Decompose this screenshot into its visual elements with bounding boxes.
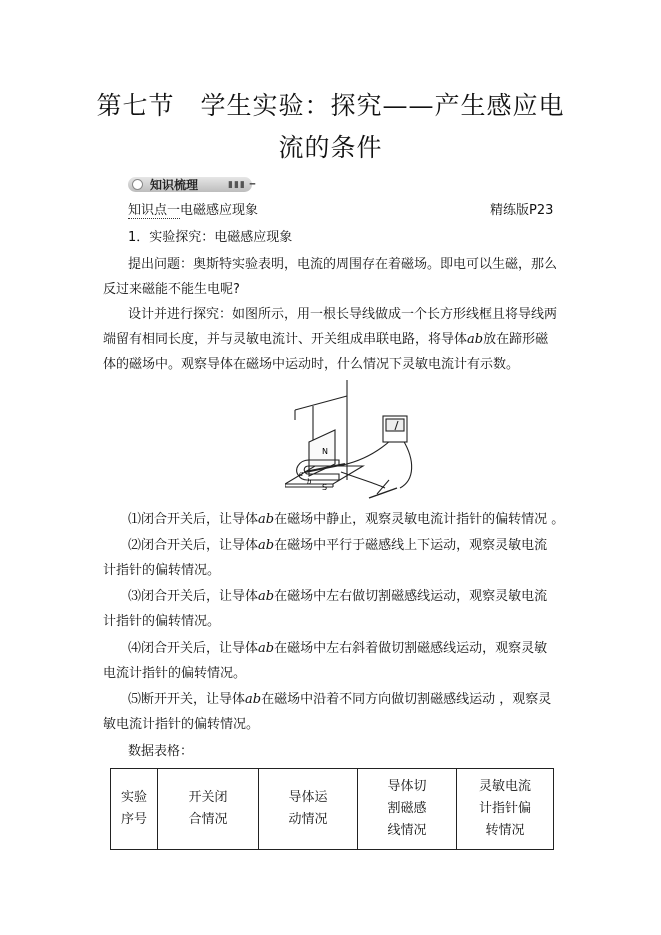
- lead-wire-2: [341, 472, 385, 488]
- experiment-figure: [285, 380, 415, 502]
- step-1: ⑴闭合开关后，让导体ab在磁场中静止，观察灵敏电流计指针的偏转情况 。: [128, 512, 565, 527]
- page-title-line1: 第七节 学生实验：探究——产生感应电: [96, 91, 565, 120]
- magnet-s-label: S: [322, 483, 328, 492]
- design-line-2-text: 端留有相同长度，并与灵敏电流计、开关组成串联电路，将导体: [103, 332, 468, 347]
- conductor-b-label: b: [307, 478, 312, 486]
- design-line-1: 设计并进行探究：如图所示，用一根长导线做成一个长方形线框且将导线两: [128, 307, 558, 322]
- badge-label: 知识梳理: [150, 178, 199, 192]
- stand-arm: [295, 396, 347, 410]
- step-4-cont: 电流计指针的偏转情况。: [103, 666, 247, 681]
- table-caption: 数据表格：: [128, 744, 194, 759]
- step-3: ⑶闭合开关后，让导体ab在磁场中左右做切割磁感线运动，观察灵敏电流: [128, 589, 548, 604]
- data-table: [110, 768, 554, 850]
- header-cell-1: 实验 序号: [111, 769, 158, 850]
- header-cell-4: 导体切 割磁感 线情况: [358, 769, 457, 850]
- step-2: ⑵闭合开关后，让导体ab在磁场中平行于磁感线上下运动，观察灵敏电流: [128, 538, 548, 553]
- magnet-n-label: N: [322, 447, 328, 456]
- item-heading: 1．实验探究：电磁感应现象: [128, 230, 293, 245]
- switch-base: [369, 488, 397, 498]
- question-line-2: 反过来磁能不能生电呢?: [103, 282, 240, 297]
- step-2-cont: 计指针的偏转情况。: [103, 563, 221, 578]
- section-heading: [128, 202, 258, 220]
- section-heading-text: 电磁感应现象: [180, 203, 259, 218]
- design-line-2: [103, 331, 548, 349]
- header-cell-2: 开关闭 合情况: [158, 769, 259, 850]
- table-header-row: [111, 769, 554, 850]
- design-line-2-end: 放在蹄形磁: [483, 332, 549, 347]
- page-title-line2: 流的条件: [278, 133, 383, 162]
- question-line-1: 提出问题：奥斯特实验表明，电流的周围存在着磁场。即电可以生磁，那么: [128, 257, 558, 272]
- step-4: ⑷闭合开关后，让导体ab在磁场中左右斜着做切割磁感线运动，观察灵敏: [128, 641, 548, 656]
- design-line-2-var: ab: [467, 332, 484, 347]
- section-heading-label: 知识点一: [128, 203, 181, 218]
- badge-circle-icon: [132, 179, 143, 190]
- badge-bars-icon: ▮▮▮ ━: [228, 180, 257, 190]
- design-line-3: 体的磁场中。观察导体在磁场中运动时，什么情况下灵敏电流计有示数。: [103, 357, 520, 372]
- conductor-a-label: a: [299, 470, 304, 478]
- step-5: ⑸断开开关，让导体ab在磁场中沿着不同方向做切割磁感线运动 ，观察灵: [128, 692, 552, 707]
- practice-reference: 精练版P23: [490, 203, 554, 218]
- header-cell-5: 灵敏电流 计指针偏 转情况: [457, 769, 554, 850]
- lead-wire-3: [400, 440, 412, 488]
- lead-wire-1: [343, 440, 391, 465]
- step-3-cont: 计指针的偏转情况。: [103, 614, 221, 629]
- header-cell-3: 导体运 动情况: [259, 769, 358, 850]
- step-5-cont: 敏电流计指针的偏转情况。: [103, 717, 260, 732]
- knowledge-review-badge: [128, 176, 260, 193]
